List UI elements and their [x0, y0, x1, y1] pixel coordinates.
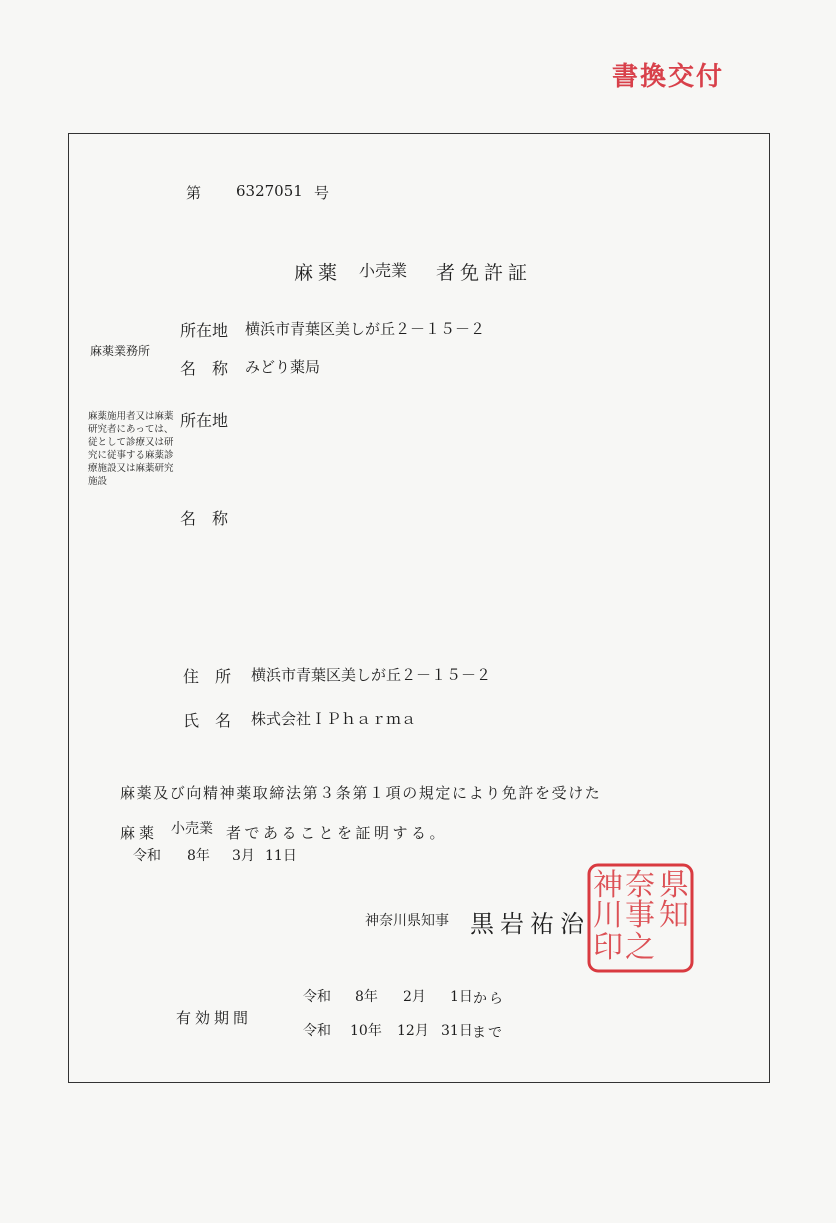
- svg-text:神: 神: [593, 868, 623, 903]
- certification-line2-suffix: 者であることを証明する。: [226, 824, 449, 842]
- business-name-value: みどり薬局: [245, 358, 321, 376]
- facility-name-label: 名 称: [180, 509, 229, 528]
- svg-text:之: 之: [625, 930, 655, 965]
- validity-from-month: 2月: [403, 989, 426, 1005]
- business-address-value: 横浜市青葉区美しが丘２－１５－２: [245, 320, 486, 338]
- svg-text:印: 印: [593, 930, 623, 965]
- title-part2: 者免許証: [436, 262, 533, 284]
- validity-to-year: 10年: [350, 1023, 382, 1039]
- validity-from-year: 8年: [355, 989, 378, 1005]
- license-number: 6327051: [236, 182, 303, 200]
- issue-date-day: 11日: [265, 848, 297, 864]
- issue-date-month: 3月: [232, 848, 255, 864]
- validity-to-suffix: まで: [472, 1025, 504, 1041]
- validity-label: 有効期間: [176, 1009, 253, 1027]
- business-name-label: 名 称: [180, 359, 229, 378]
- title-part1: 麻薬: [294, 262, 343, 284]
- validity-from-suffix: から: [473, 991, 505, 1007]
- business-office-label: 麻薬業務所: [90, 344, 151, 358]
- validity-from-era: 令和: [303, 989, 331, 1005]
- validity-to-month: 12月: [397, 1023, 429, 1039]
- svg-text:奈: 奈: [625, 868, 655, 903]
- issuer-title: 神奈川県知事: [365, 913, 449, 929]
- title-category: 小売業: [359, 261, 408, 280]
- reissue-stamp: 書換交付: [612, 62, 725, 92]
- facility-label: 麻薬施用者又は麻薬研究者にあっては、従として診療又は研究に従事する麻薬診療施設又は麻薬研究施設: [88, 411, 174, 487]
- license-number-prefix: 第: [186, 184, 202, 202]
- holder-address-label: 住 所: [183, 667, 232, 686]
- official-seal: [585, 861, 696, 975]
- issuer-name: 黒岩祐治: [470, 910, 590, 938]
- certification-line1: 麻薬及び向精神薬取締法第３条第１項の規定により免許を受けた: [120, 784, 602, 802]
- validity-to-day: 31日: [441, 1023, 473, 1039]
- svg-text:県: 県: [659, 868, 689, 903]
- facility-address-label: 所在地: [180, 411, 229, 430]
- certification-line2-prefix: 麻薬: [120, 824, 159, 842]
- certification-line2-category: 小売業: [171, 821, 213, 837]
- holder-name-value: 株式会社ＩＰｈａｒｍａ: [251, 710, 417, 728]
- svg-text:川: 川: [593, 898, 623, 933]
- svg-text:知: 知: [659, 898, 689, 933]
- issue-date-year: 8年: [187, 848, 210, 864]
- holder-name-label: 氏 名: [183, 711, 232, 730]
- issue-date-era: 令和: [133, 848, 161, 864]
- business-address-label: 所在地: [180, 321, 229, 340]
- license-number-suffix: 号: [314, 184, 330, 202]
- holder-address-value: 横浜市青葉区美しが丘２－１５－２: [251, 666, 492, 684]
- validity-to-era: 令和: [303, 1023, 331, 1039]
- validity-from-day: 1日: [450, 989, 473, 1005]
- svg-text:事: 事: [625, 898, 655, 933]
